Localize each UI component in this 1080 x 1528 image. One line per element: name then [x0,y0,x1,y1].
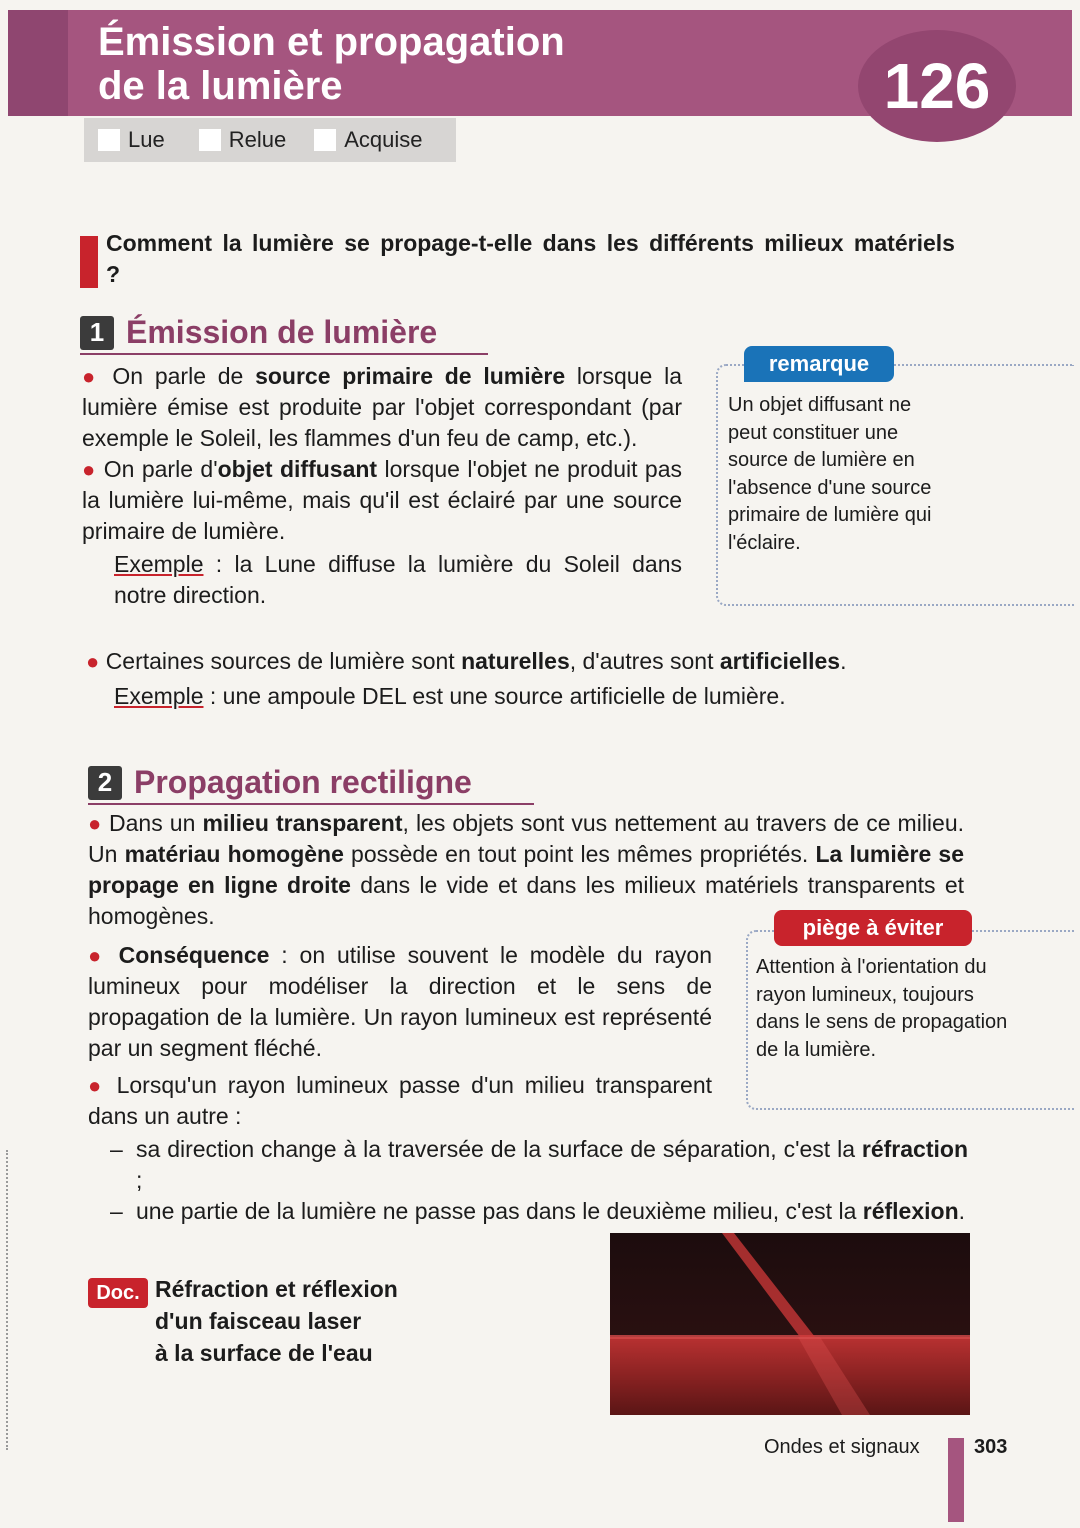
section-2-list [110,1134,968,1227]
s2-p1-post: dans le vide et dans les milieux matériels transparents et homogènes. [88,872,964,929]
s2-p1-pre: Dans un [109,810,203,836]
s2-p1-mid-2: possède en tout point les mêmes propriétés. [343,841,816,867]
trap-text: Attention à l'orientation du rayon lumineux, toujours dans le sens de propagation de la lumière. [756,956,1008,1061]
section-1-heading [80,314,490,355]
s1-p3-bold-1: naturelles [461,648,570,674]
s2-p1-bold-3: La lumière se propage en ligne droite [88,841,964,898]
section-1-underline [80,353,488,355]
doc-caption-line-2: d'un faisceau laser [155,1308,362,1334]
doc-caption-line-1: Réfraction et réflexion [155,1276,398,1302]
air-region [610,1233,970,1341]
section-1-body-left [82,361,682,611]
s2-paragraph-consequence [88,940,712,1064]
s1-example-moon [114,549,682,611]
s2-paragraph-medium-change [88,1070,712,1132]
margin-dotted-line [6,1150,8,1450]
chapter-number-badge: 126 [858,30,1016,142]
s1-p3-mid: , d'autres sont [569,648,720,674]
page-number: 303 [974,1436,1008,1458]
s1-p3-bold-2: artificielles [719,648,841,674]
reading-status-bar [84,118,456,162]
page-title [98,20,565,108]
status-lue-label: Lue [128,127,165,152]
s2-li1-pre: sa direction change à la traversée de la surface de séparation, c'est la [136,1136,862,1162]
s1-p1-post: lorsque la lumière émise est produite par l'objet correspondant (par exemple le Soleil, les flammes d'un feu de camp, etc.). [82,363,682,451]
s2-p1-bold-1: milieu transparent [202,810,403,836]
checkbox-relue[interactable] [199,129,221,151]
doc-caption-line-3: à la surface de l'eau [155,1340,373,1366]
doc-caption [155,1273,475,1369]
s1-example-2-label: Exemple [114,683,204,709]
s2-list-item-reflection [110,1196,966,1227]
title-line-2: de la lumière [98,64,343,108]
s1-p2-post: lorsque l'objet ne produit pas la lumière lui-même, mais qu'il est éclairé par une source primaire de lumière. [82,456,682,544]
s1-p3-pre: Certaines sources de lumière sont [105,648,462,674]
s2-p1-bold-2: matériau homogène [124,841,344,867]
status-acquise-label: Acquise [344,127,423,152]
remark-tag: remarque [744,346,894,382]
s1-paragraph-primary-source [82,361,682,454]
status-relue[interactable] [199,127,286,153]
s2-li2-bold: réflexion [862,1198,959,1224]
s1-p2-pre: On parle d' [103,456,218,482]
doc-tag: Doc. [88,1278,148,1308]
s2-list-item-refraction [110,1134,968,1196]
bullet-icon: ● [88,811,102,836]
s2-p2-text: : on utilise souvent le modèle du rayon lumineux pour modéliser la direction et le sens de propagation de la lumière. Un rayon lumineux est représenté par un segment fléché. [88,942,713,1061]
section-2-number: 2 [88,766,122,800]
bullet-icon: ● [86,649,100,674]
remark-text: Un objet diffusant ne peut constituer une source de lumière en l'absence d'une source primaire de lumière qui l'éclaire. [728,394,932,554]
checkbox-lue[interactable] [98,129,120,151]
section-1-title-text: Émission de lumière [126,314,438,350]
section-1-title [80,314,490,351]
s2-p1-mid-1: , les objets sont vus nettement au travers de ce milieu. Un [88,810,965,867]
trap-tag: piège à éviter [774,910,972,946]
s1-paragraph-natural-artificial [86,646,966,677]
section-2-heading [88,764,536,805]
s2-list-item-1-text [136,1134,968,1196]
s1-p2-bold: objet diffusant [217,456,378,482]
bullet-icon: ● [82,364,101,389]
s1-example-led [114,681,966,712]
s2-p2-bold: Conséquence [118,942,270,968]
bullet-icon: ● [88,943,107,968]
s1-p1-pre: On parle de [112,363,256,389]
s1-example-1-label: Exemple [114,551,204,577]
footer-subject: Ondes et signaux [764,1436,920,1458]
checkbox-acquise[interactable] [314,129,336,151]
s1-example-1-text: : la Lune diffuse la lumière du Soleil dans notre direction. [114,551,682,608]
s2-p3-text: Lorsqu'un rayon lumineux passe d'un milieu transparent dans un autre : [88,1072,713,1129]
s2-li1-bold: réfraction [861,1136,968,1162]
title-line-1: Émission et propagation [98,20,565,64]
status-lue[interactable] [98,127,165,153]
section-2-underline [88,803,534,805]
bullet-icon: ● [88,1073,106,1098]
header-band-edge [8,10,68,116]
laser-photo [610,1233,970,1415]
section-1-body-full [86,646,966,712]
water-surface [610,1335,970,1339]
section-1-number: 1 [80,316,114,350]
dash-icon: – [110,1198,123,1224]
bullet-icon: ● [82,457,97,482]
section-2-body-left [88,940,712,1132]
key-question: Comment la lumière se propage-t-elle dans les différents milieux matériels ? [106,230,955,287]
water-region [610,1337,970,1415]
footer-bar [948,1438,964,1522]
status-acquise[interactable] [314,127,422,153]
s1-paragraph-diffusing-object [82,454,682,547]
section-2-title-text: Propagation rectiligne [134,764,472,800]
s2-li2-post: . [958,1198,966,1224]
section-2-title [88,764,536,801]
s2-list-item-2-text [136,1196,968,1227]
s2-li1-post: ; [136,1167,143,1193]
dash-icon: – [110,1136,123,1162]
s1-p1-bold: source primaire de lumière [255,363,566,389]
status-relue-label: Relue [228,127,287,152]
laser-refraction-illustration [610,1233,970,1415]
s1-example-2-text: : une ampoule DEL est une source artificielle de lumière. [203,683,786,709]
s1-p3-end: . [840,648,847,674]
question-marker [80,236,98,288]
s2-li2-pre: une partie de la lumière ne passe pas dans le deuxième milieu, c'est la [136,1198,863,1224]
